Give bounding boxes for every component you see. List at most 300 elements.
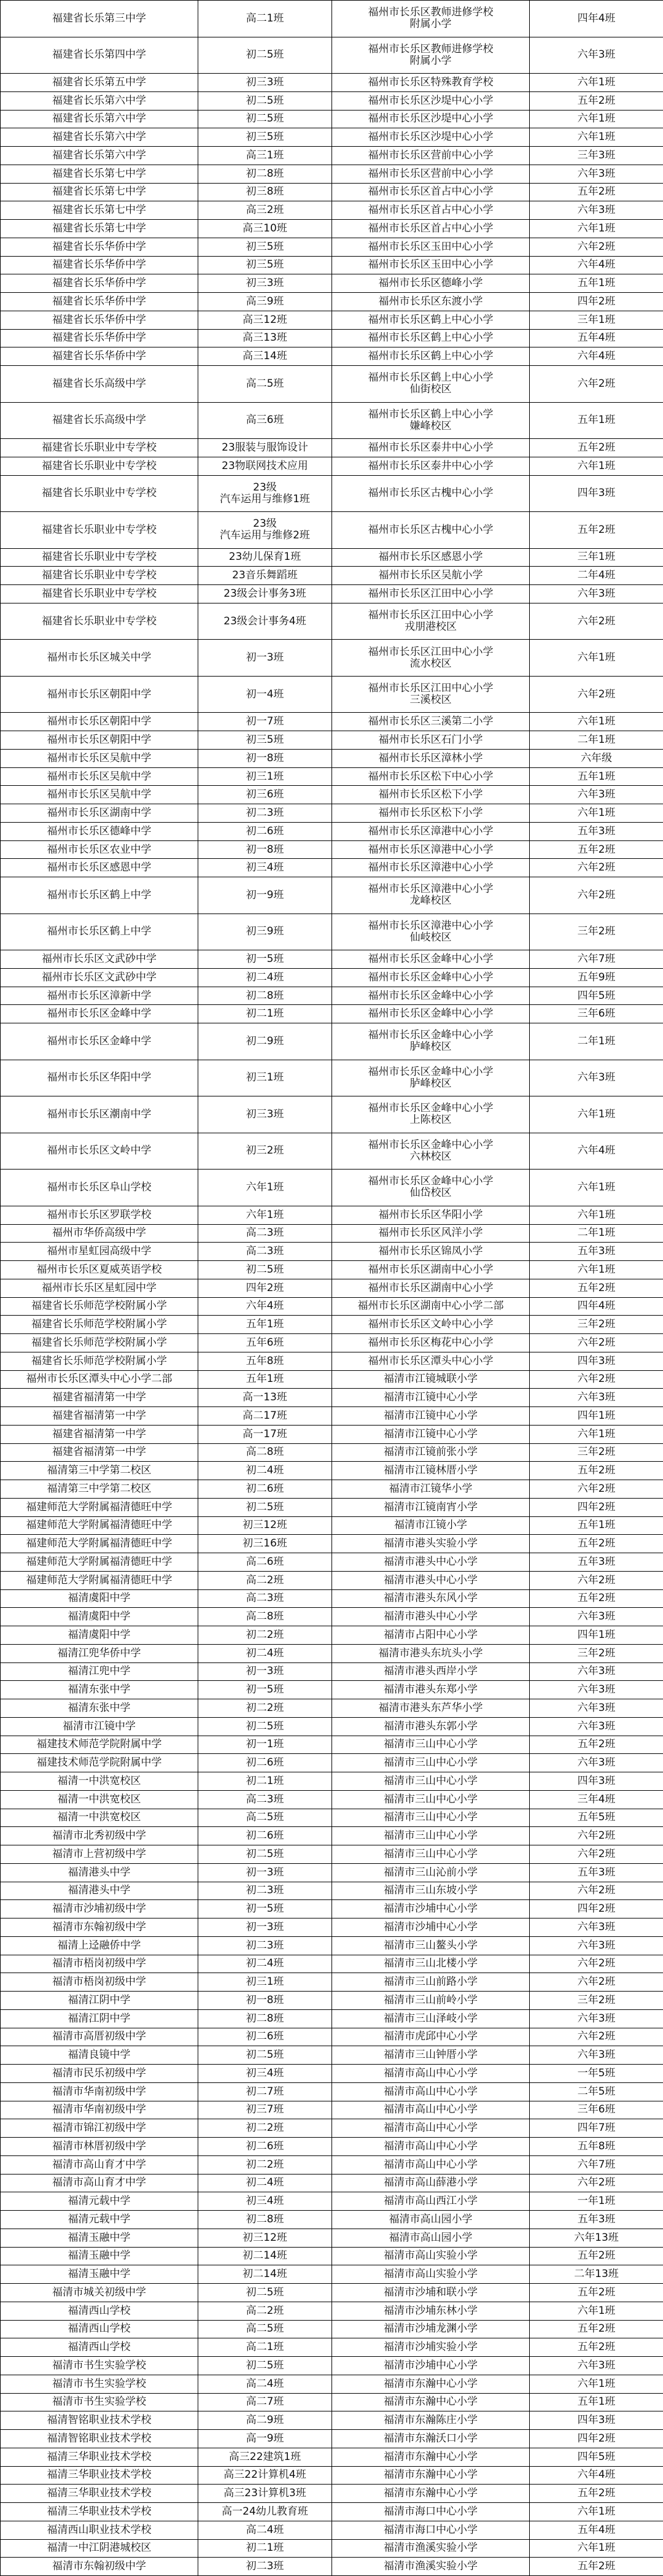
destination_school-cell: 福清市高山中心小学 <box>332 2101 530 2119</box>
table-row <box>1 2028 663 2046</box>
destination_class-cell: 六年1班 <box>530 640 663 677</box>
table-row <box>1 2247 663 2265</box>
table-row <box>1 1425 663 1443</box>
destination_school-cell: 福清市渔溪实验小学 <box>332 2539 530 2558</box>
destination_class-cell: 二年4班 <box>530 567 663 585</box>
destination_class-cell: 四年1班 <box>530 1626 663 1645</box>
class-cell: 初一8班 <box>198 840 332 859</box>
class-cell: 初二8班 <box>198 165 332 183</box>
table-row <box>1 165 663 183</box>
destination_school-cell: 福清市高山中心小学 <box>332 2138 530 2156</box>
destination_class-cell: 六年3班 <box>530 1717 663 1736</box>
school-cell: 福建省长乐第六中学 <box>1 147 198 165</box>
school-cell: 福州市长乐区星虹园中学 <box>1 1279 198 1297</box>
class-cell: 高二5班 <box>198 2320 332 2338</box>
school-cell: 福清虞阳中学 <box>1 1626 198 1645</box>
class-cell: 高二4班 <box>198 2521 332 2539</box>
class-cell: 高三1班 <box>198 147 332 165</box>
destination_class-cell: 二年13班 <box>530 2265 663 2284</box>
school-cell: 福清市梧岗初级中学 <box>1 1955 198 1973</box>
destination_class-cell: 六年1班 <box>530 713 663 731</box>
table-row <box>1 2211 663 2229</box>
table-row <box>1 439 663 457</box>
school-cell: 福建省长乐第七中学 <box>1 201 198 220</box>
table-row <box>1 1754 663 1772</box>
destination_school-cell: 福州市长乐区首占中心小学 <box>332 220 530 238</box>
school-cell: 福州市长乐区潭头中心小学二部 <box>1 1370 198 1389</box>
class-cell: 初二6班 <box>198 1754 332 1772</box>
destination_school-cell: 福州市长乐区漳港中心小学 <box>332 822 530 840</box>
destination_class-cell: 五年1班 <box>530 767 663 786</box>
destination_class-cell: 六年1班 <box>530 1096 663 1133</box>
class-cell: 初二1班 <box>198 1005 332 1023</box>
table-row <box>1 1535 663 1553</box>
class-cell: 四年2班 <box>198 1279 332 1297</box>
school-cell: 福州市长乐区阜山学校 <box>1 1170 198 1206</box>
table-row <box>1 548 663 567</box>
school-cell: 福州市长乐区潮南中学 <box>1 1096 198 1133</box>
destination_school-cell: 福州市长乐区江田中心小学 <box>332 585 530 603</box>
class-cell: 高二3班 <box>198 1790 332 1809</box>
destination_class-cell: 六年1班 <box>530 2375 663 2393</box>
destination_class-cell: 五年2班 <box>530 2485 663 2503</box>
destination_class-cell: 四年5班 <box>530 987 663 1005</box>
class-cell: 高二3班 <box>198 1224 332 1243</box>
class-cell: 六年4班 <box>198 1297 332 1316</box>
class-cell: 初二2班 <box>198 1626 332 1645</box>
school-cell: 福州市长乐区朝阳中学 <box>1 676 198 713</box>
destination_school-cell: 福清市港头中心小学 <box>332 1608 530 1626</box>
table-row <box>1 256 663 274</box>
destination_class-cell: 六年1班 <box>530 1206 663 1224</box>
destination_school-cell: 福清市港头中心小学 <box>332 1571 530 1589</box>
class-cell: 初三3班 <box>198 74 332 92</box>
class-cell: 五年1班 <box>198 1316 332 1334</box>
class-cell: 初二1班 <box>198 2539 332 2558</box>
school-cell: 福建省长乐高级中学 <box>1 402 198 439</box>
destination_class-cell: 六年2班 <box>530 676 663 713</box>
table-row <box>1 2174 663 2192</box>
table-row <box>1 1133 663 1170</box>
table-row <box>1 1918 663 1937</box>
class-cell: 五年1班 <box>198 1370 332 1389</box>
destination_school-cell: 福州市长乐区金峰中心小学 <box>332 987 530 1005</box>
class-cell: 初二3班 <box>198 2558 332 2576</box>
table-row <box>1 2375 663 2393</box>
table-row <box>1 475 663 512</box>
school-cell: 福州市长乐区农业中学 <box>1 840 198 859</box>
destination_class-cell: 六年3班 <box>530 1662 663 1681</box>
school-cell: 福清玉融中学 <box>1 2247 198 2265</box>
table-row <box>1 2558 663 2576</box>
table-row <box>1 366 663 403</box>
destination_school-cell: 福州市长乐区金峰中心小学 <box>332 968 530 987</box>
destination_school-cell: 福清市沙埔中心小学 <box>332 1900 530 1918</box>
table-row <box>1 2082 663 2101</box>
class-cell: 23级会计事务4班 <box>198 603 332 640</box>
destination_school-cell: 福清市江镜南宵小学 <box>332 1498 530 1516</box>
destination_school-cell: 福清市渔溪实验小学 <box>332 2558 530 2576</box>
table-row <box>1 2448 663 2466</box>
table-row <box>1 2155 663 2174</box>
destination_class-cell: 四年3班 <box>530 1352 663 1370</box>
destination_school-cell: 福州市长乐区潭头中心小学 <box>332 1352 530 1370</box>
destination_school-cell: 福州市长乐区金峰中心小学 胪峰校区 <box>332 1023 530 1060</box>
table-row <box>1 1772 663 1791</box>
school-cell: 福清市高山育才中学 <box>1 2155 198 2174</box>
class-cell: 初一8班 <box>198 749 332 767</box>
table-row <box>1 128 663 147</box>
destination_school-cell: 福清市三山沁前小学 <box>332 1863 530 1882</box>
destination_school-cell: 福清市沙埔实验小学 <box>332 2338 530 2357</box>
school-cell: 福清西山学校 <box>1 2302 198 2320</box>
school-cell: 福清市东翰初级中学 <box>1 1918 198 1937</box>
table-row <box>1 859 663 877</box>
school-cell: 福清东张中学 <box>1 1699 198 1718</box>
destination_school-cell: 福州市长乐区古槐中心小学 <box>332 512 530 549</box>
school-cell: 福建省长乐职业中专学校 <box>1 457 198 475</box>
destination_class-cell: 六年1班 <box>530 110 663 128</box>
destination_school-cell: 福清市江镜中心小学 <box>332 1407 530 1426</box>
class-cell: 23幼儿保育1班 <box>198 548 332 567</box>
table-row <box>1 1498 663 1516</box>
school-cell: 福建省长乐第四中学 <box>1 37 198 74</box>
destination_class-cell: 六年2班 <box>530 1955 663 1973</box>
table-row <box>1 603 663 640</box>
table-row <box>1 238 663 256</box>
destination_school-cell: 福清市三山中心小学 <box>332 1827 530 1845</box>
destination_school-cell: 福州市长乐区金峰中心小学 <box>332 950 530 969</box>
class-cell: 高二5班 <box>198 366 332 403</box>
destination_school-cell: 福清市港头实验小学 <box>332 1535 530 1553</box>
destination_school-cell: 福清市高山中心小学 <box>332 2155 530 2174</box>
school-cell: 福清上迳融侨中学 <box>1 1936 198 1955</box>
table-row <box>1 1900 663 1918</box>
table-row <box>1 2101 663 2119</box>
table-row <box>1 1809 663 1827</box>
table-row <box>1 1462 663 1480</box>
school-cell: 福清西山学校 <box>1 2320 198 2338</box>
class-cell: 初二6班 <box>198 2138 332 2156</box>
destination_class-cell: 六年2班 <box>530 2174 663 2192</box>
table-row <box>1 840 663 859</box>
destination_class-cell: 五年2班 <box>530 1462 663 1480</box>
class-cell: 初二4班 <box>198 1644 332 1662</box>
class-cell: 初二6班 <box>198 1827 332 1845</box>
destination_class-cell: 五年2班 <box>530 183 663 201</box>
school-cell: 福州市长乐区吴航中学 <box>1 749 198 767</box>
class-cell: 初一8班 <box>198 1992 332 2010</box>
destination_class-cell: 三年1班 <box>530 311 663 329</box>
destination_class-cell: 六年3班 <box>530 1681 663 1699</box>
class-cell: 初二2班 <box>198 2119 332 2138</box>
destination_school-cell: 福州市长乐区金峰中心小学 仙岱校区 <box>332 1170 530 1206</box>
school-cell: 福州市长乐区德峰中学 <box>1 822 198 840</box>
destination_school-cell: 福清市江镜小学 <box>332 1516 530 1535</box>
class-cell: 初一9班 <box>198 877 332 914</box>
table-row <box>1 1279 663 1297</box>
school-cell: 福建师范大学附属福清德旺中学 <box>1 1498 198 1516</box>
destination_school-cell: 福州市长乐区石门小学 <box>332 731 530 750</box>
destination_school-cell: 福州市长乐区教师进修学校 附属小学 <box>332 37 530 74</box>
destination_class-cell: 六年3班 <box>530 165 663 183</box>
destination_school-cell: 福州市长乐区沙堤中心小学 <box>332 128 530 147</box>
school-cell: 福建省长乐职业中专学校 <box>1 548 198 567</box>
destination_school-cell: 福清市江镜林厝小学 <box>332 1462 530 1480</box>
school-cell: 福建省长乐华侨中学 <box>1 238 198 256</box>
destination_class-cell: 三年3班 <box>530 147 663 165</box>
destination_class-cell: 六年1班 <box>530 74 663 92</box>
table-row <box>1 1644 663 1662</box>
school-cell: 福清市华南初级中学 <box>1 2101 198 2119</box>
destination_class-cell: 四年2班 <box>530 2430 663 2448</box>
table-body <box>1 1 663 2576</box>
destination_school-cell: 福州市长乐区湖南中心小学 <box>332 1261 530 1279</box>
class-cell: 初二5班 <box>198 1845 332 1864</box>
class-cell: 初二5班 <box>198 2284 332 2302</box>
school-cell: 福清一中洪宽校区 <box>1 1790 198 1809</box>
school-cell: 福州市长乐区吴航中学 <box>1 767 198 786</box>
table-row <box>1 512 663 549</box>
school-cell: 福建技术师范学院附属中学 <box>1 1736 198 1754</box>
destination_class-cell: 六年3班 <box>530 786 663 804</box>
school-cell: 福建省长乐第三中学 <box>1 1 198 37</box>
destination_class-cell: 五年3班 <box>530 2211 663 2229</box>
destination_school-cell: 福州市长乐区松下小学 <box>332 786 530 804</box>
class-cell: 初三2班 <box>198 1133 332 1170</box>
destination_school-cell: 福清市三山中心小学 <box>332 1772 530 1791</box>
class-cell: 23音乐舞蹈班 <box>198 567 332 585</box>
class-cell: 初三7班 <box>198 2101 332 2119</box>
school-cell: 福清市城关初级中学 <box>1 2284 198 2302</box>
destination_class-cell: 四年2班 <box>530 1900 663 1918</box>
class-cell: 初二2班 <box>198 1699 332 1718</box>
destination_school-cell: 福清市三山中心小学 <box>332 1809 530 1827</box>
class-cell: 五年8班 <box>198 1352 332 1370</box>
table-row <box>1 2485 663 2503</box>
table-row <box>1 1827 663 1845</box>
school-cell: 福州市长乐区吴航中学 <box>1 786 198 804</box>
table-row <box>1 1243 663 1261</box>
destination_school-cell: 福清市高山实验小学 <box>332 2247 530 2265</box>
destination_class-cell: 五年1班 <box>530 402 663 439</box>
destination_school-cell: 福清市三山钟厝小学 <box>332 2046 530 2065</box>
destination_class-cell: 五年4班 <box>530 329 663 347</box>
table-row <box>1 2284 663 2302</box>
table-row <box>1 2466 663 2485</box>
destination_class-cell: 五年2班 <box>530 439 663 457</box>
table-row <box>1 1790 663 1809</box>
destination_class-cell: 二年1班 <box>530 1224 663 1243</box>
school-cell: 福建师范大学附属福清德旺中学 <box>1 1516 198 1535</box>
table-row <box>1 1936 663 1955</box>
class-cell: 高一24幼儿教育班 <box>198 2503 332 2521</box>
table-row <box>1 640 663 677</box>
destination_class-cell: 六年4班 <box>530 1133 663 1170</box>
class-cell: 初三12班 <box>198 2229 332 2247</box>
school-cell: 福清市书生实验学校 <box>1 2375 198 2393</box>
destination_class-cell: 六年1班 <box>530 2539 663 2558</box>
school-cell: 福建省长乐第七中学 <box>1 183 198 201</box>
destination_class-cell: 六年1班 <box>530 1261 663 1279</box>
school-cell: 福建省长乐师范学校附属小学 <box>1 1297 198 1316</box>
school-cell: 福清市林厝初级中学 <box>1 2138 198 2156</box>
destination_school-cell: 福清市沙埔中心小学 <box>332 1918 530 1937</box>
destination_class-cell: 六年1班 <box>530 1425 663 1443</box>
destination_school-cell: 福清市三山中心小学 <box>332 1754 530 1772</box>
class-cell: 23级 汽车运用与维修2班 <box>198 512 332 549</box>
destination_class-cell: 六年2班 <box>530 1571 663 1589</box>
school-cell: 福建省长乐华侨中学 <box>1 347 198 366</box>
class-cell: 初一1班 <box>198 1736 332 1754</box>
table-row <box>1 2229 663 2247</box>
destination_school-cell: 福清市江镜中心小学 <box>332 1389 530 1407</box>
school-cell: 福清良镜中学 <box>1 2046 198 2065</box>
school-cell: 福建省长乐职业中专学校 <box>1 475 198 512</box>
destination_school-cell: 福州市长乐区金峰中心小学 六林校区 <box>332 1133 530 1170</box>
class-cell: 初一3班 <box>198 1918 332 1937</box>
table-row <box>1 731 663 750</box>
destination_school-cell: 福州市长乐区梅花中心小学 <box>332 1334 530 1352</box>
school-cell: 福州市星虹园高级中学 <box>1 1243 198 1261</box>
school-cell: 福州市华侨高级中学 <box>1 1224 198 1243</box>
school-cell: 福建省长乐华侨中学 <box>1 256 198 274</box>
school-cell: 福建省长乐第六中学 <box>1 128 198 147</box>
destination_school-cell: 福州市长乐区江田中心小学 三溪校区 <box>332 676 530 713</box>
destination_school-cell: 福清市江镜城联小学 <box>332 1370 530 1389</box>
class-cell: 初三5班 <box>198 128 332 147</box>
school-cell: 福建师范大学附属福清德旺中学 <box>1 1535 198 1553</box>
class-cell: 初三4班 <box>198 2192 332 2211</box>
school-cell: 福建省长乐师范学校附属小学 <box>1 1316 198 1334</box>
destination_class-cell: 五年2班 <box>530 2247 663 2265</box>
destination_class-cell: 三年2班 <box>530 1443 663 1462</box>
school-cell: 福清第三中学第二校区 <box>1 1480 198 1499</box>
class-cell: 高三12班 <box>198 311 332 329</box>
class-cell: 高二2班 <box>198 2302 332 2320</box>
destination_class-cell: 四年7班 <box>530 2119 663 2138</box>
table-row <box>1 2411 663 2430</box>
school-cell: 福清港头中学 <box>1 1863 198 1882</box>
destination_class-cell: 四年4班 <box>530 1297 663 1316</box>
destination_school-cell: 福清市三山前岭小学 <box>332 1992 530 2010</box>
table-row <box>1 183 663 201</box>
school-cell: 福清元载中学 <box>1 2192 198 2211</box>
school-cell: 福建师范大学附属福清德旺中学 <box>1 1571 198 1589</box>
school-cell: 福建省长乐职业中专学校 <box>1 585 198 603</box>
destination_school-cell: 福州市长乐区华阳小学 <box>332 1206 530 1224</box>
class-cell: 初三4班 <box>198 859 332 877</box>
destination_school-cell: 福清市高山中心小学 <box>332 2082 530 2101</box>
table-row <box>1 1626 663 1645</box>
table-row <box>1 274 663 293</box>
table-row <box>1 968 663 987</box>
school-cell: 福建省福清第一中学 <box>1 1407 198 1426</box>
class-cell: 初二3班 <box>198 1882 332 1900</box>
school-cell: 福建省长乐职业中专学校 <box>1 603 198 640</box>
destination_class-cell: 六年3班 <box>530 37 663 74</box>
destination_class-cell: 六年7班 <box>530 950 663 969</box>
class-cell: 六年1班 <box>198 1170 332 1206</box>
destination_school-cell: 福州市长乐区德峰小学 <box>332 274 530 293</box>
class-cell: 初三12班 <box>198 1516 332 1535</box>
table-row <box>1 877 663 914</box>
school-cell: 福建省长乐职业中专学校 <box>1 439 198 457</box>
school-cell: 福州市长乐区朝阳中学 <box>1 731 198 750</box>
destination_class-cell: 五年3班 <box>530 1243 663 1261</box>
class-cell: 初三3班 <box>198 274 332 293</box>
table-row <box>1 1608 663 1626</box>
destination_school-cell: 福州市长乐区首占中心小学 <box>332 201 530 220</box>
school-cell: 福州市长乐区金峰中学 <box>1 1005 198 1023</box>
table-row <box>1 2320 663 2338</box>
table-row <box>1 1023 663 1060</box>
school-cell: 福清三华职业技术学校 <box>1 2466 198 2485</box>
destination_class-cell: 六年3班 <box>530 2009 663 2028</box>
school-cell: 福建省福清第一中学 <box>1 1443 198 1462</box>
class-cell: 初三1班 <box>198 1060 332 1096</box>
class-cell: 初二5班 <box>198 1717 332 1736</box>
destination_school-cell: 福州市长乐区首占中心小学 <box>332 183 530 201</box>
class-cell: 初二4班 <box>198 968 332 987</box>
school-cell: 福清市江镜中学 <box>1 1717 198 1736</box>
destination_school-cell: 福州市长乐区鹤上中心小学 <box>332 329 530 347</box>
school-cell: 福建省长乐职业中专学校 <box>1 567 198 585</box>
destination_school-cell: 福州市长乐区鹤上中心小学 <box>332 311 530 329</box>
class-cell: 高二4班 <box>198 2375 332 2393</box>
destination_school-cell: 福清市港头东郭小学 <box>332 1717 530 1736</box>
class-cell: 初三8班 <box>198 183 332 201</box>
destination_school-cell: 福清市高山园小学 <box>332 2229 530 2247</box>
destination_class-cell: 三年6班 <box>530 1005 663 1023</box>
class-cell: 初二8班 <box>198 2009 332 2028</box>
school-cell: 福清玉融中学 <box>1 2265 198 2284</box>
destination_school-cell: 福清市三山东坡小学 <box>332 1882 530 1900</box>
class-cell: 初二8班 <box>198 2211 332 2229</box>
destination_school-cell: 福清市东瀚沃口小学 <box>332 2430 530 2448</box>
destination_class-cell: 三年4班 <box>530 1790 663 1809</box>
school-cell: 福清一中洪宽校区 <box>1 1772 198 1791</box>
destination_school-cell: 福清市三山鳌头小学 <box>332 1936 530 1955</box>
class-cell: 23级会计事务3班 <box>198 585 332 603</box>
school-cell: 福建省长乐华侨中学 <box>1 293 198 311</box>
table-row <box>1 2009 663 2028</box>
destination_school-cell: 福州市长乐区漳港中心小学 龙峰校区 <box>332 877 530 914</box>
destination_class-cell: 五年2班 <box>530 1279 663 1297</box>
destination_school-cell: 福清市高山园小学 <box>332 2211 530 2229</box>
destination_school-cell: 福州市长乐区吴航小学 <box>332 567 530 585</box>
table-row <box>1 1060 663 1096</box>
school-cell: 福清市锦江初级中学 <box>1 2119 198 2138</box>
destination_school-cell: 福清市港头东风小学 <box>332 1589 530 1608</box>
destination_class-cell: 六年级 <box>530 749 663 767</box>
table-row <box>1 1261 663 1279</box>
destination_class-cell: 六年3班 <box>530 1060 663 1096</box>
school-cell: 福州市长乐区夏威英语学校 <box>1 1261 198 1279</box>
destination_school-cell: 福清市沙埔东林小学 <box>332 2302 530 2320</box>
destination_school-cell: 福州市长乐区漳林小学 <box>332 749 530 767</box>
destination_class-cell: 六年2班 <box>530 859 663 877</box>
class-cell: 初二6班 <box>198 822 332 840</box>
destination_school-cell: 福州市长乐区漳港中心小学 <box>332 859 530 877</box>
destination_class-cell: 六年2班 <box>530 1334 663 1352</box>
school-cell: 福州市长乐区罗联学校 <box>1 1206 198 1224</box>
school-cell: 福州市长乐区文武砂中学 <box>1 968 198 987</box>
table-row <box>1 1443 663 1462</box>
destination_class-cell: 五年2班 <box>530 2320 663 2338</box>
destination_class-cell: 二年5班 <box>530 2082 663 2101</box>
table-row <box>1 2521 663 2539</box>
